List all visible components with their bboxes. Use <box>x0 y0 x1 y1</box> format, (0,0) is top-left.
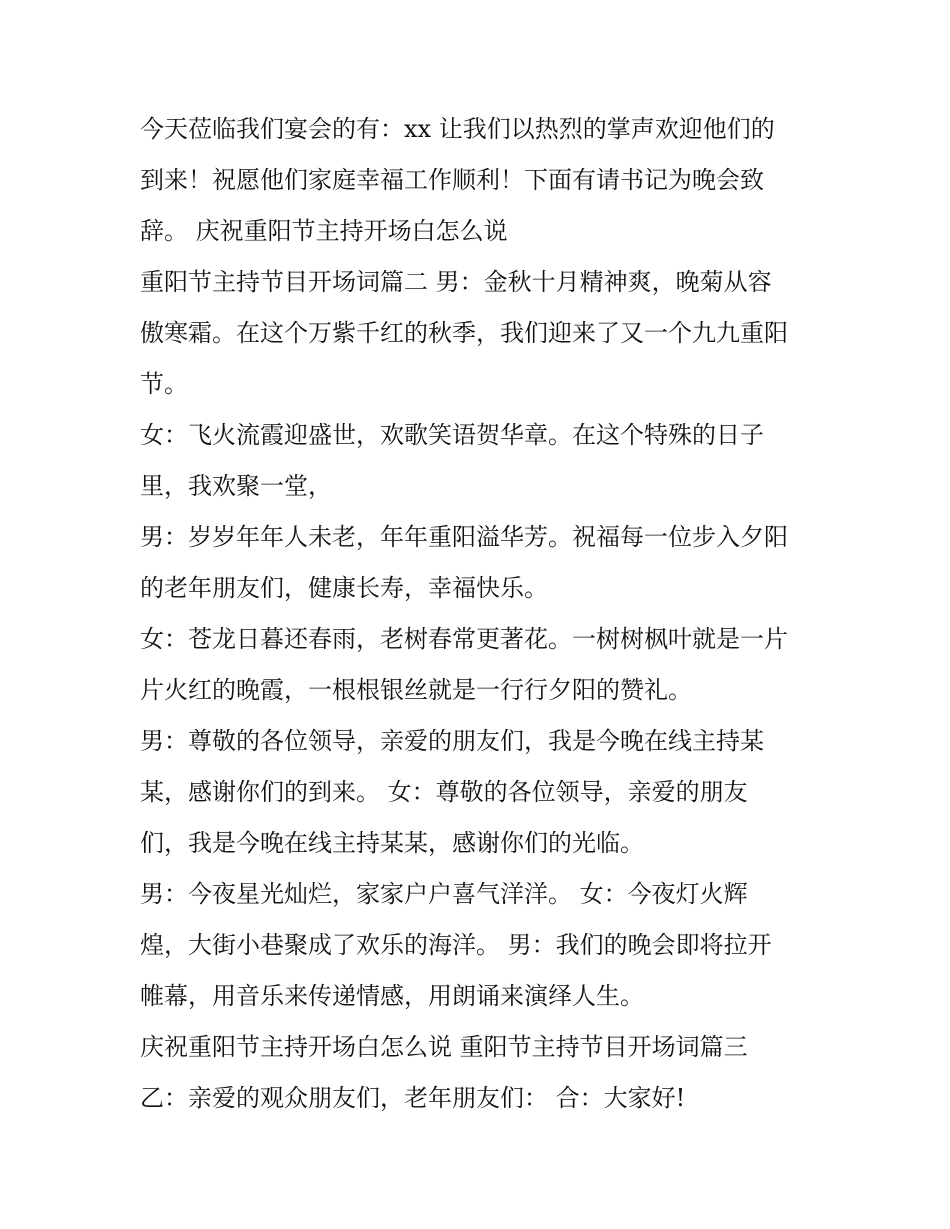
text-line: 片火红的晚霞，一根根银丝就是一行行夕阳的赞礼。 <box>140 676 692 704</box>
text-line: 庆祝重阳节主持开场白怎么说 重阳节主持节目开场词篇三 <box>140 1033 748 1061</box>
text-line: 某，感谢你们的到来。 女：尊敬的各位领导，亲爱的朋友 <box>140 778 748 806</box>
text-line: 傲寒霜。在这个万紫千红的秋季，我们迎来了又一个九九重阳 <box>140 319 788 347</box>
document-body <box>140 104 830 1124</box>
text-line: 男：岁岁年年人未老，年年重阳溢华芳。祝福每一位步入夕阳 <box>140 523 788 551</box>
text-line: 重阳节主持节目开场词篇二 男：金秋十月精神爽，晚菊从容 <box>140 268 772 296</box>
text-line: 男：今夜星光灿烂，家家户户喜气洋洋。 女：今夜灯火辉 <box>140 880 748 908</box>
text-line: 女：苍龙日暮还春雨，老树春常更著花。一树树枫叶就是一片 <box>140 625 788 653</box>
text-line: 辞。 庆祝重阳节主持开场白怎么说 <box>140 217 508 245</box>
text-line: 的老年朋友们，健康长寿，幸福快乐。 <box>140 574 548 602</box>
text-line: 煌，大街小巷聚成了欢乐的海洋。 男：我们的晚会即将拉开 <box>140 931 772 959</box>
text-line: 男：尊敬的各位领导，亲爱的朋友们，我是今晚在线主持某 <box>140 727 764 755</box>
text-line: 里，我欢聚一堂， <box>140 472 332 500</box>
text-line: 乙：亲爱的观众朋友们，老年朋友们： 合：大家好! <box>140 1084 686 1112</box>
text-line: 到来！祝愿他们家庭幸福工作顺利！下面有请书记为晚会致 <box>140 166 764 194</box>
text-line: 们，我是今晚在线主持某某，感谢你们的光临。 <box>140 829 644 857</box>
text-line: 今天莅临我们宴会的有：xx 让我们以热烈的掌声欢迎他们的 <box>140 115 775 143</box>
text-line: 女：飞火流霞迎盛世，欢歌笑语贺华章。在这个特殊的日子 <box>140 421 764 449</box>
text-line: 帷幕，用音乐来传递情感，用朗诵来演绎人生。 <box>140 982 644 1010</box>
text-line: 节。 <box>140 370 188 398</box>
